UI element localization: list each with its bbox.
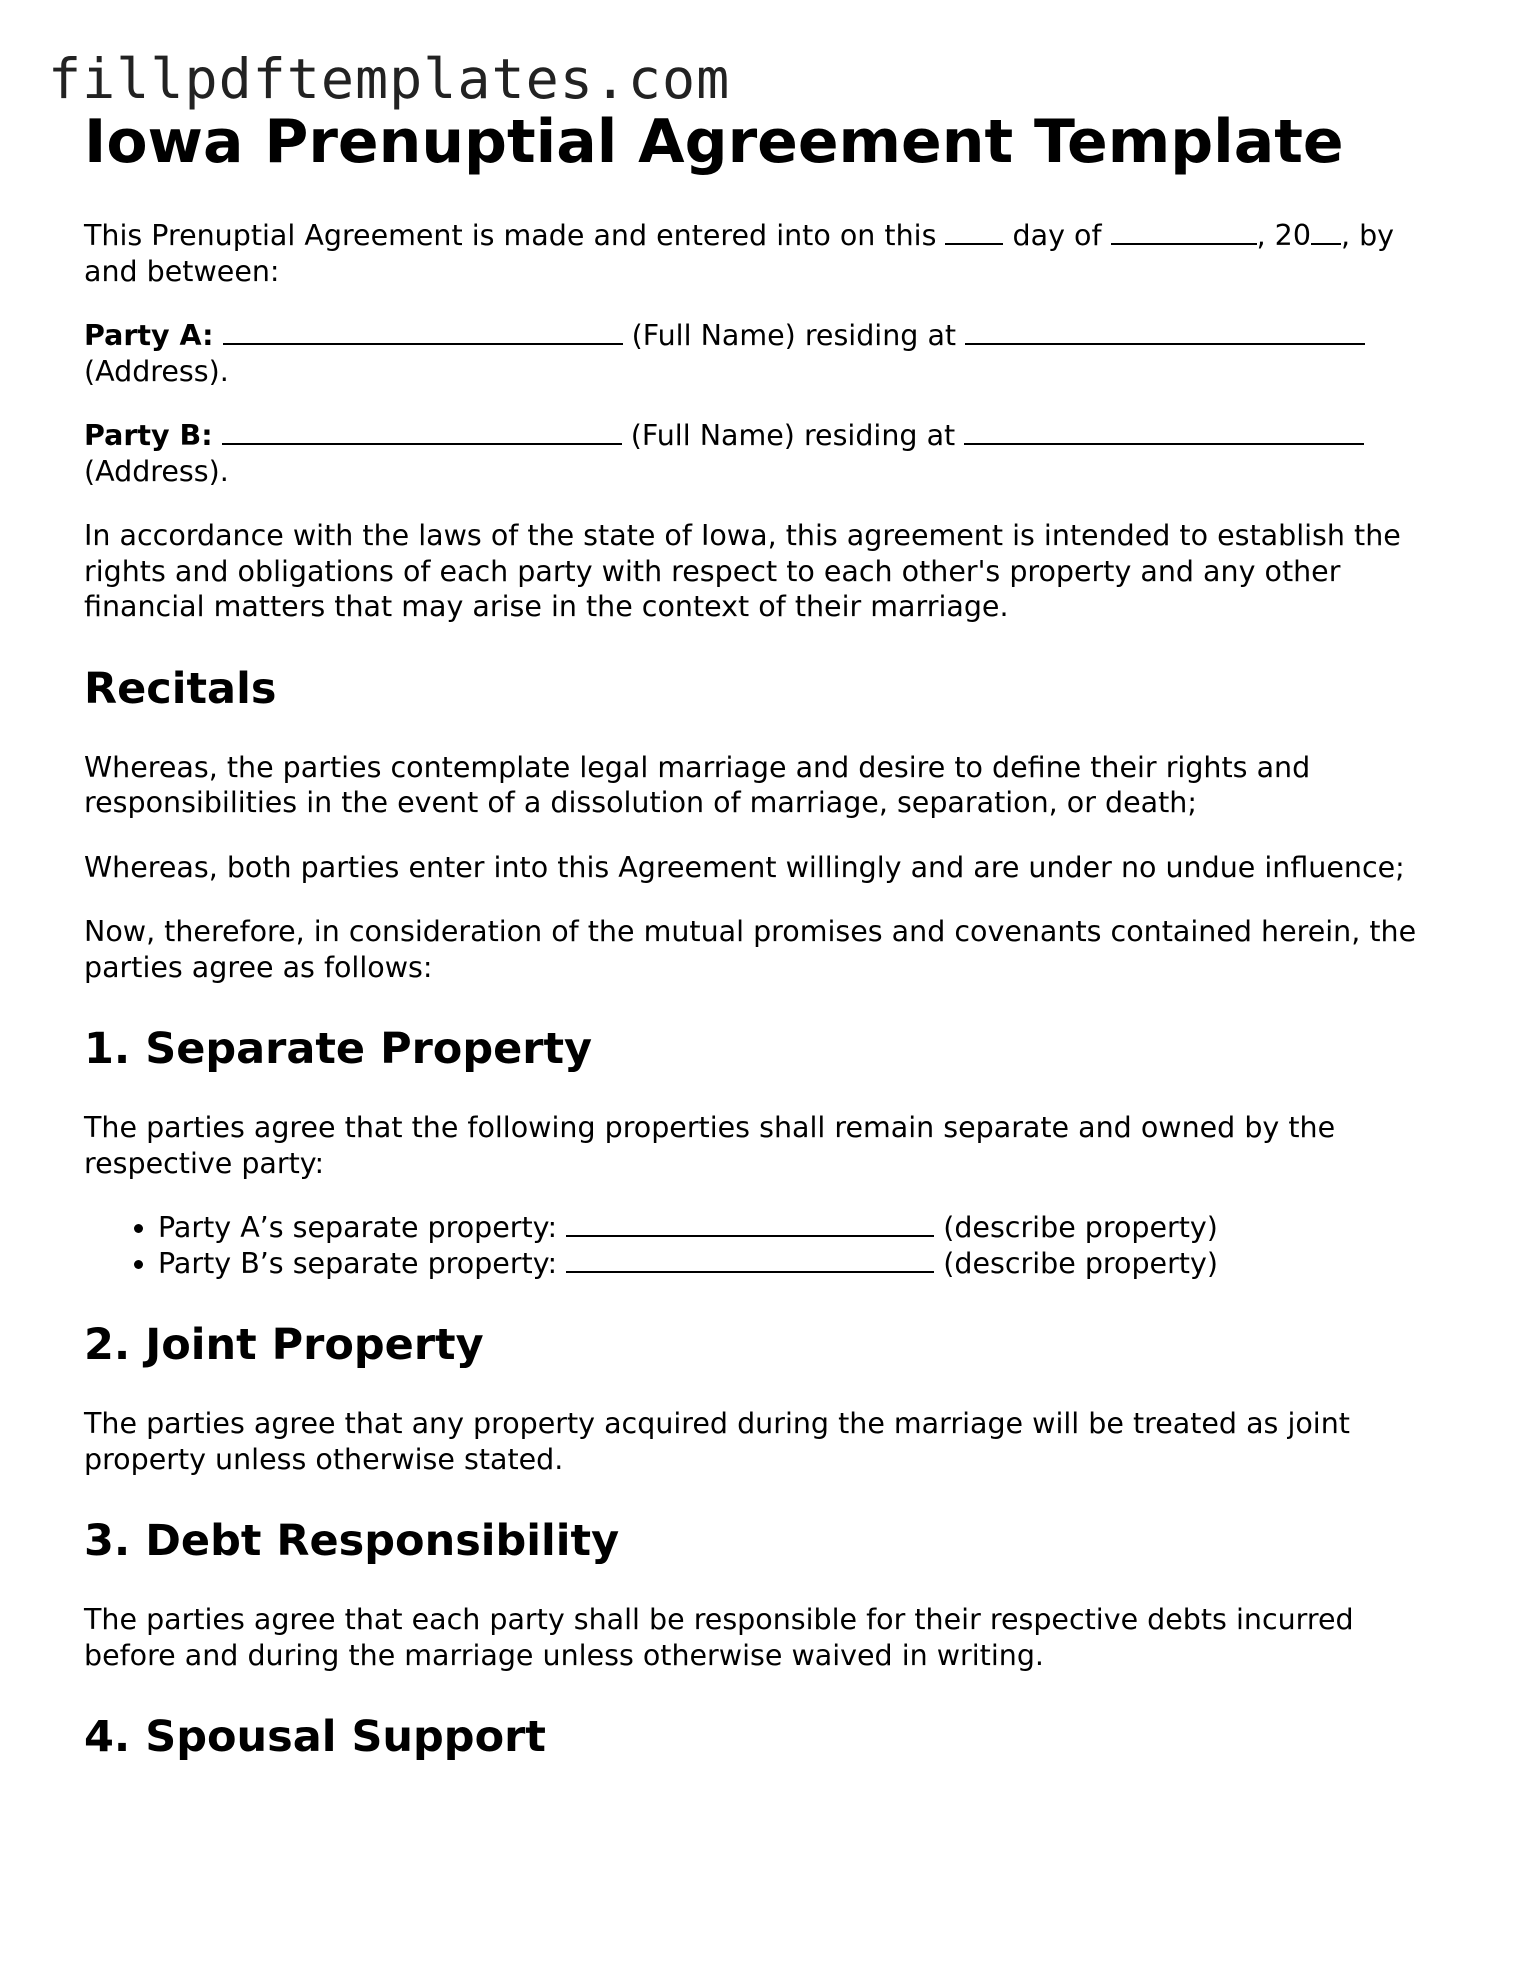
year-blank — [1311, 219, 1341, 245]
party-a-tail-text: (Address). — [84, 354, 229, 388]
month-blank — [1111, 219, 1257, 245]
party-a-address-blank — [965, 319, 1365, 345]
party-b-line — [84, 418, 1444, 489]
party-b-name-blank — [222, 419, 622, 445]
party-a-mid-text: (Full Name) residing at — [622, 319, 966, 352]
section-4-heading: 4. Spousal Support — [84, 1712, 546, 1762]
intro-text-3: , 20 — [1256, 219, 1311, 252]
separate-property-list — [84, 1210, 1444, 1281]
party-b-tail-text: (Address). — [84, 454, 229, 488]
recitals-heading: Recitals — [84, 663, 277, 714]
party-a-property-label: Party A’s separate property: — [158, 1211, 567, 1244]
section-2-heading: 2. Joint Property — [84, 1320, 484, 1370]
section-3-heading: 3. Debt Responsibility — [84, 1516, 620, 1566]
party-a-property-tail: (describe property) — [934, 1211, 1218, 1244]
list-item — [158, 1210, 1444, 1246]
list-item — [158, 1246, 1444, 1282]
recital-2: Whereas, both parties enter into this Agreement willingly and are under no undue influence; — [84, 850, 1405, 884]
recital-3: Now, therefore, in consideration of the mutual promises and covenants contained herein, the parties agree as follows: — [84, 915, 1417, 984]
section-2-text: The parties agree that any property acquired during the marriage will be treated as joint property unless otherwise stated. — [84, 1407, 1350, 1476]
party-b-property-tail: (describe property) — [934, 1246, 1218, 1280]
party-a-line — [84, 318, 1444, 389]
watermark: fillpdftemplates.com — [48, 47, 731, 111]
intro-text-1: This Prenuptial Agreement is made and entered into on this — [84, 219, 946, 252]
party-b-property-label: Party B’s separate property: — [158, 1246, 567, 1280]
purpose-paragraph: In accordance with the laws of the state of Iowa, this agreement is intended to establish the rights and obligations of each party with respect to each other's property and any other financial matters that may arise in the context of their marriage. — [84, 519, 1401, 623]
party-b-property-blank — [566, 1247, 934, 1273]
document-page — [84, 104, 1444, 1764]
document-title: Iowa Prenuptial Agreement Template — [84, 107, 1344, 177]
party-a-property-blank — [566, 1211, 934, 1237]
intro-text-4: , by and between: — [84, 219, 1395, 288]
day-blank — [945, 219, 1003, 245]
party-b-address-blank — [964, 419, 1364, 445]
party-a-name-blank — [223, 319, 623, 345]
section-1-heading: 1. Separate Property — [84, 1024, 593, 1074]
intro-paragraph — [84, 218, 1444, 289]
section-3-text: The parties agree that each party shall be responsible for their respective debts incurred before and during the marriage unless otherwise waived in writing. — [84, 1603, 1354, 1672]
party-b-label: Party B: — [84, 419, 213, 452]
recital-1: Whereas, the parties contemplate legal marriage and desire to define their rights and responsibilities in the event of a dissolution of marriage, separation, or death; — [84, 750, 1311, 819]
party-b-mid-text: (Full Name) residing at — [621, 419, 965, 452]
party-a-label: Party A: — [84, 319, 214, 352]
intro-text-2: day of — [1003, 219, 1111, 252]
section-1-text: The parties agree that the following properties shall remain separate and owned by the respective party: — [84, 1111, 1336, 1180]
